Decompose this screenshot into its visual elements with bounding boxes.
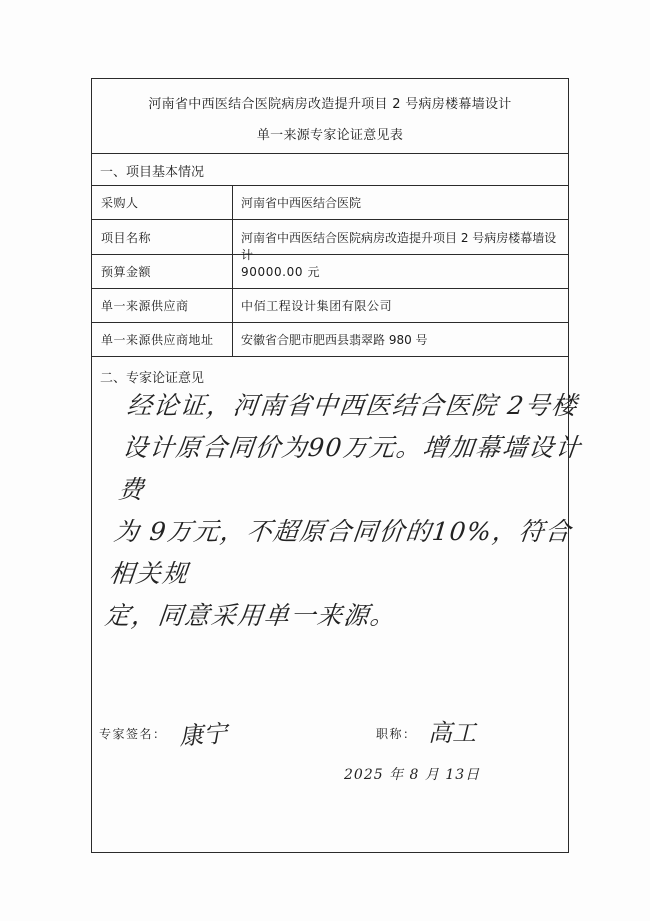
title-value: 高工 (428, 719, 476, 747)
supplier-address-value: 安徽省合肥市肥西县翡翠路 980 号 (241, 333, 428, 347)
project-name-label: 项目名称 (101, 231, 152, 245)
opinion-line: 定，同意采用单一来源。 (103, 601, 399, 630)
column-divider (232, 185, 233, 356)
budget-value: 90000.00 元 (241, 265, 321, 279)
supplier-value: 中佰工程设计集团有限公司 (241, 299, 393, 313)
expert-signature-label: 专家签名： (99, 727, 167, 741)
expert-opinion-form (91, 78, 584, 853)
purchaser-value: 河南省中西医结合医院 (241, 196, 362, 210)
expert-signature: 康宁 (178, 719, 229, 751)
signature-date: 2025 年 8 月 13日 (344, 767, 481, 783)
divider (92, 185, 568, 186)
section-expert-opinion-title: 二、专家论证意见 (100, 371, 205, 386)
divider (92, 153, 568, 154)
budget-label: 预算金额 (101, 265, 152, 279)
opinion-line: 经论证，河南省中西医结合医院 2号楼 (125, 391, 580, 420)
divider (92, 322, 568, 323)
form-title-project: 河南省中西医结合医院病房改造提升项目 2 号病房楼幕墙设计 (148, 97, 512, 112)
project-name-value: 河南省中西医结合医院病房改造提升项目 2 号病房楼幕墙设计 (241, 231, 557, 262)
handwritten-opinion (103, 385, 589, 637)
section-basic-info-title: 一、项目基本情况 (100, 165, 205, 180)
opinion-line: 为 9万元，不超原合同价的10%，符合相关规 (107, 517, 574, 588)
opinion-line: 设计原合同价为90万元。增加幕墙设计费 (116, 433, 584, 504)
title-label: 职称： (376, 727, 417, 741)
supplier-address-label: 单一来源供应商地址 (101, 333, 214, 347)
divider (92, 219, 568, 220)
purchaser-label: 采购人 (101, 196, 139, 210)
supplier-label: 单一来源供应商 (101, 299, 189, 313)
divider (92, 356, 568, 357)
form-title-table: 单一来源专家论证意见表 (256, 128, 404, 143)
divider (92, 288, 568, 289)
